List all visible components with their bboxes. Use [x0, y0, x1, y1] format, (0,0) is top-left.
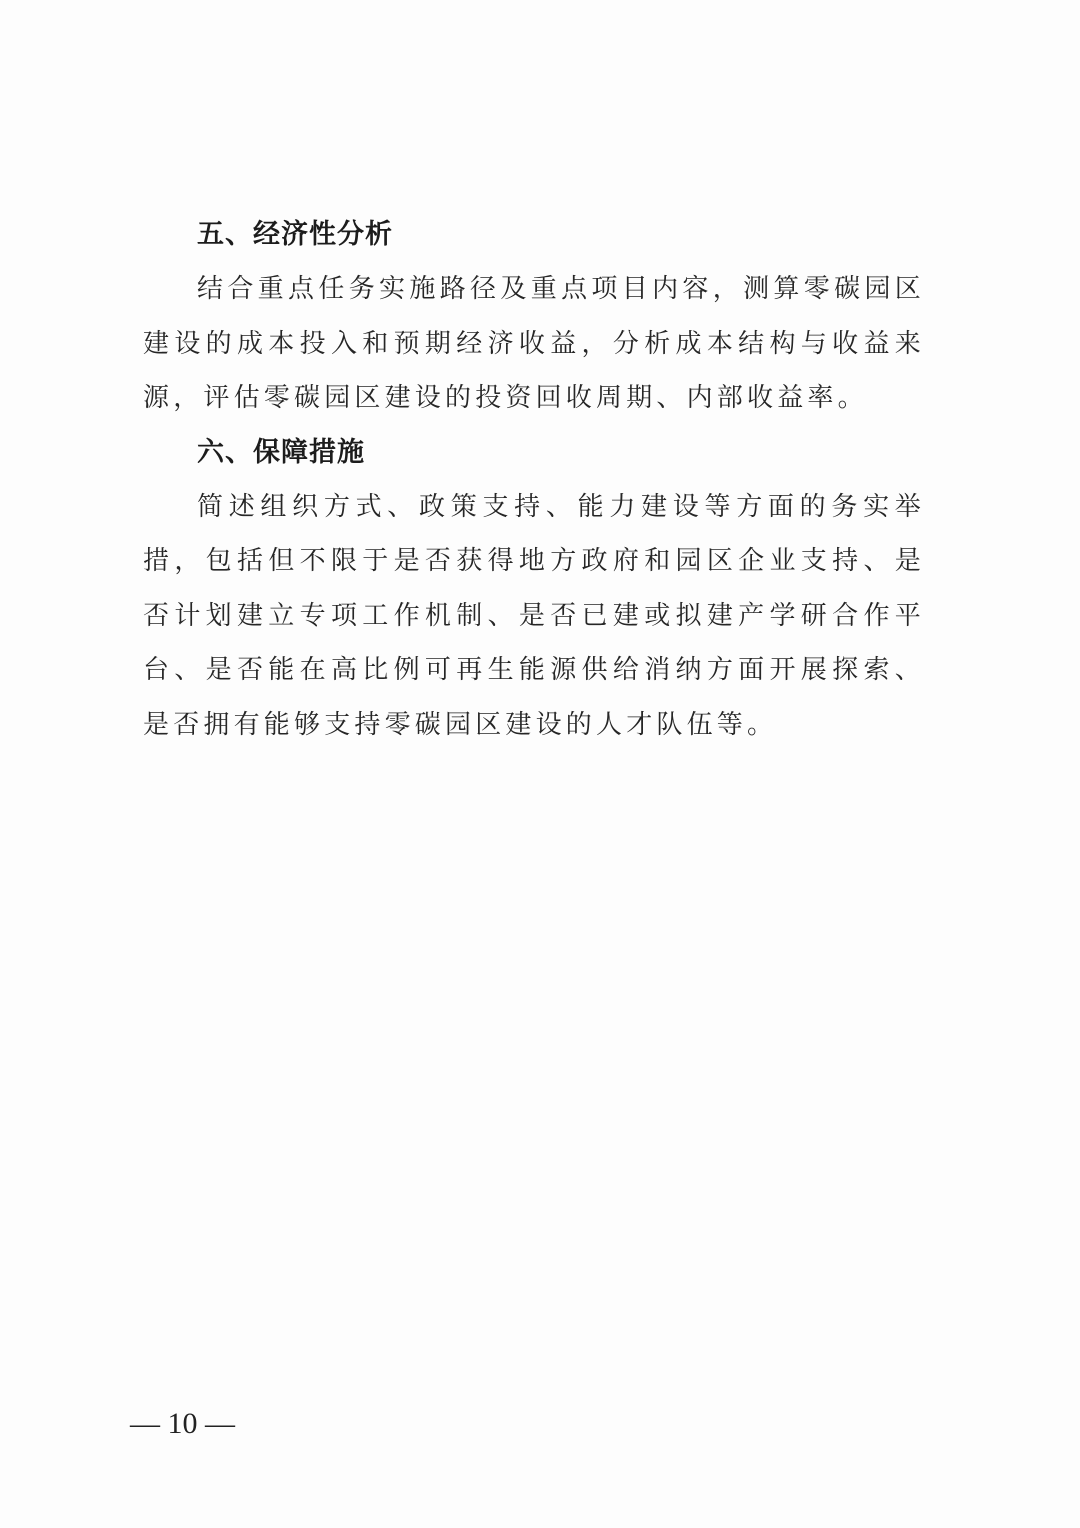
section-heading-economic-analysis: 五、经济性分析: [197, 219, 393, 250]
document-body: [143, 208, 925, 752]
section-heading-safeguard-measures: 六、保障措施: [197, 436, 365, 468]
section-paragraph-economic-analysis: 结合重点任务实施路径及重点项目内容，测算零碳园区建设的成本投入和预期经济收益，分析成本结构与收益来源，评估零碳园区建设的投资回收周期、内部收益率。: [143, 274, 925, 413]
page-number: — 10 —: [130, 1407, 235, 1440]
section-paragraph-safeguard-measures: 简述组织方式、政策支持、能力建设等方面的务实举措，包括但不限于是否获得地方政府和园区企业支持、是否计划建立专项工作机制、是否已建或拟建产学研合作平台、是否能在高比例可再生能源供给消纳方面开展探索、是否拥有能够支持零碳园区建设的人才队伍等。: [143, 491, 925, 740]
